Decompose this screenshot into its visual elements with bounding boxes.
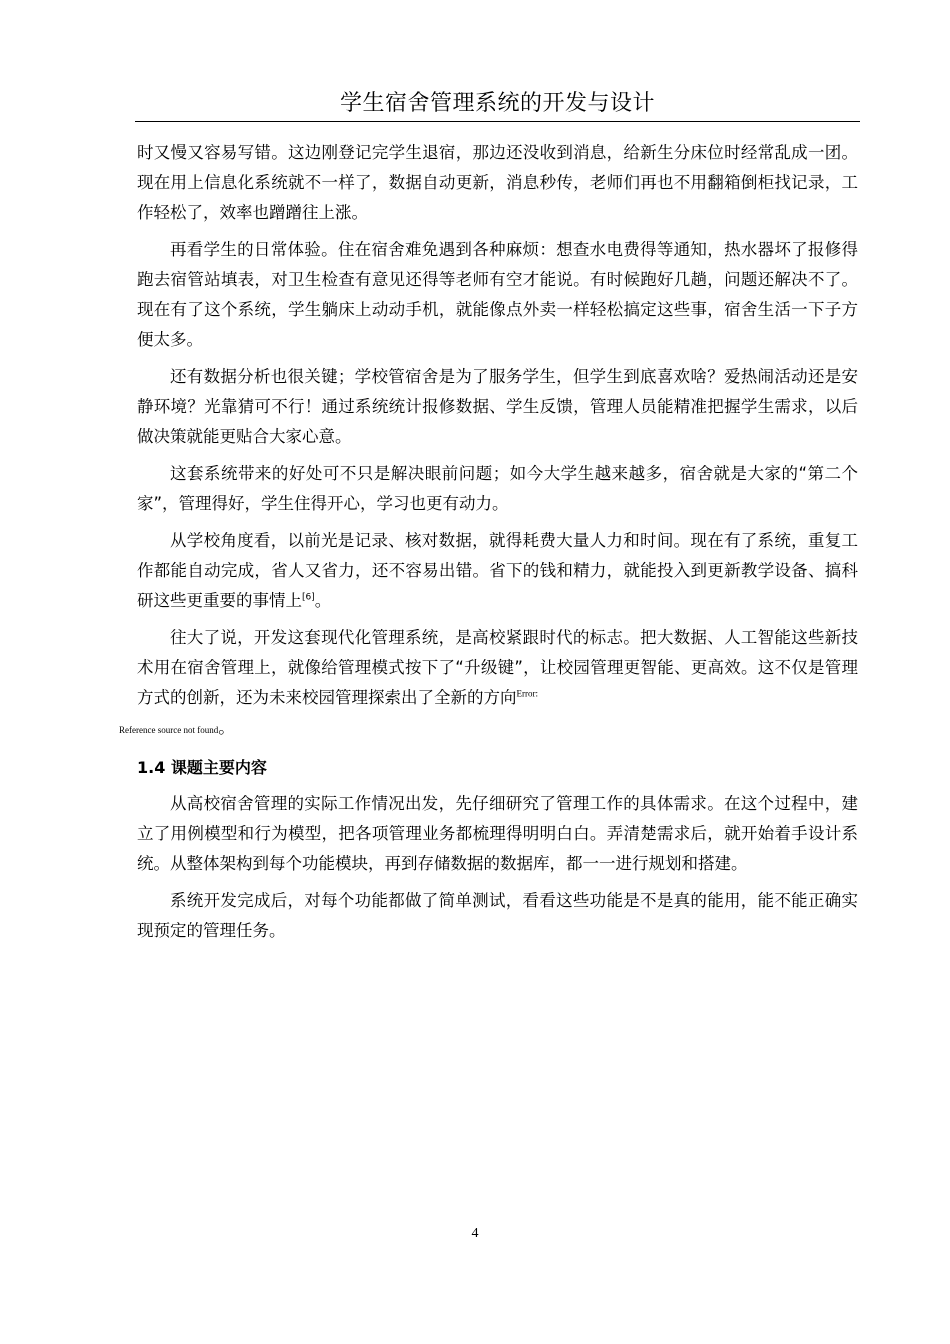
paragraph-school-view-text: 从学校角度看，以前光是记录、核对数据，就得耗费大量人力和时间。现在有了系统，重复工作都能自动完成，省人又省力，还不容易出错。省下的钱和精力，就能投入到更新教学设备、搞科研这些更重要的事情上: [137, 531, 858, 610]
paragraph-data-analysis: 还有数据分析也很关键；学校管宿舍是为了服务学生，但学生到底喜欢啥？爱热闹活动还是安静环境？光靠猜可不行！通过系统统计报修数据、学生反馈，管理人员能精准把握学生需求，以后做决策就能更贴合大家心意。: [137, 367, 858, 446]
paragraph-modernization-period: 。: [218, 718, 235, 737]
section-heading: 1.4 课题主要内容: [137, 758, 267, 777]
error-reference-part1[interactable]: Error:: [516, 688, 538, 699]
page-header-title: 学生宿舍管理系统的开发与设计: [339, 91, 655, 116]
error-reference-part2[interactable]: Reference source not found: [119, 725, 219, 735]
paragraph-modernization-text: 往大了说，开发这套现代化管理系统，是高校紧跟时代的标志。把大数据、人工智能这些新技术用在宿舍管理上，就像给管理模式按下了“升级键”，让校园管理更智能、更高效。这不仅是管理方式的创新，还为未来校园管理探索出了全新的方向: [137, 628, 858, 707]
body-text: [119, 138, 858, 953]
section-paragraph-requirements: 从高校宿舍管理的实际工作情况出发，先仔细研究了管理工作的具体需求。在这个过程中，建立了用例模型和行为模型，把各项管理业务都梳理得明明白白。弄清楚需求后，就开始着手设计系统。从整体架构到每个功能模块，再到存储数据的数据库，都一一进行规划和搭建。: [137, 794, 858, 873]
citation-6[interactable]: [6]: [302, 592, 315, 603]
paragraph-school-view: [137, 526, 858, 616]
paragraph-modernization: [119, 623, 858, 743]
section-paragraph-testing: 系统开发完成后，对每个功能都做了简单测试，看看这些功能是不是真的能用，能不能正确实现预定的管理任务。: [137, 891, 858, 940]
page-number: 4: [471, 1226, 479, 1241]
paragraph-continuation: 时又慢又容易写错。这边刚登记完学生退宿，那边还没收到消息，给新生分床位时经常乱成一团。现在用上信息化系统就不一样了，数据自动更新，消息秒传，老师们再也不用翻箱倒柜找记录，工作轻松了，效率也蹭蹭往上涨。: [137, 143, 858, 222]
paragraph-benefits: 这套系统带来的好处可不只是解决眼前问题；如今大学生越来越多，宿舍就是大家的“第二个家”，管理得好，学生住得开心，学习也更有动力。: [137, 464, 858, 513]
paragraph-school-view-period: 。: [314, 591, 332, 610]
paragraph-student-experience: 再看学生的日常体验。住在宿舍难免遇到各种麻烦：想查水电费得等通知，热水器坏了报修得跑去宿管站填表，对卫生检查有意见还得等老师有空才能说。有时候跑好几趟，问题还解决不了。现在有了这个系统，学生躺床上动动手机，就能像点外卖一样轻松搞定这些事，宿舍生活一下子方便太多。: [137, 240, 858, 349]
header-divider: [135, 121, 860, 122]
